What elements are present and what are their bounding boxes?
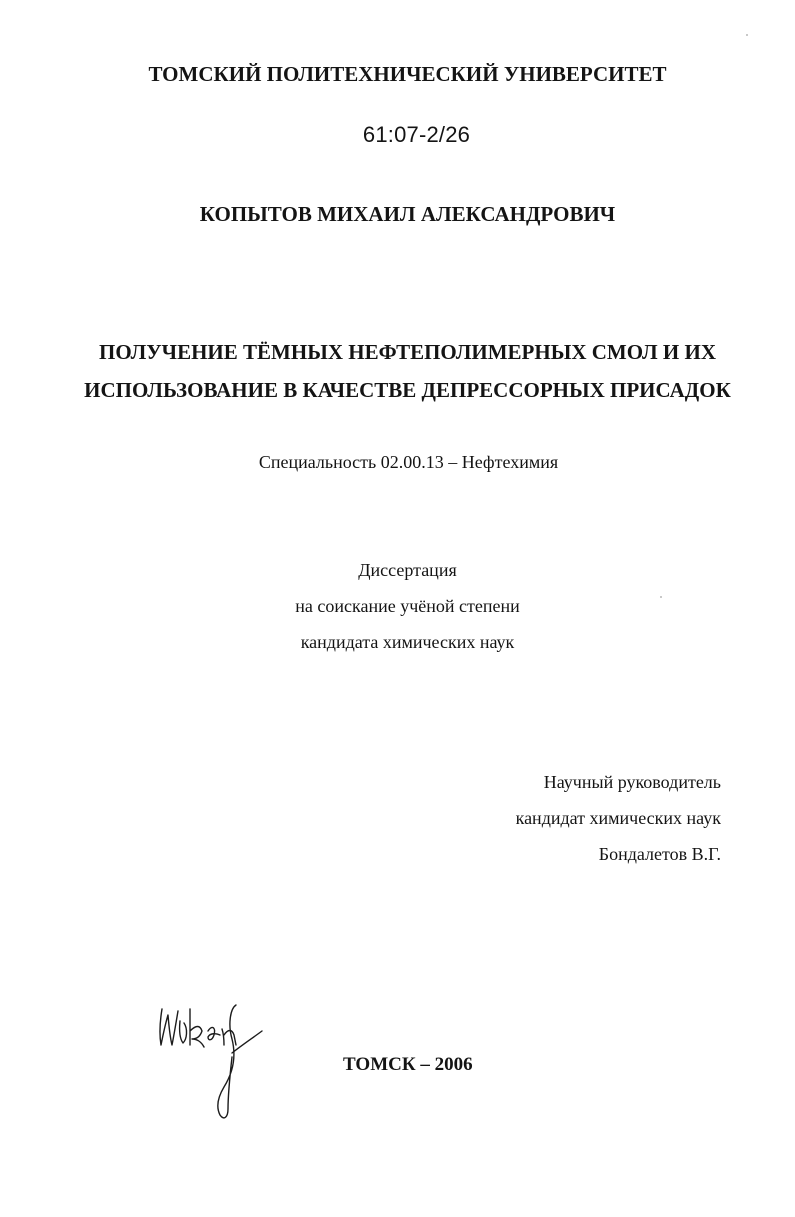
supervisor-name: Бондалетов В.Г.: [598, 844, 721, 864]
degree-name: кандидата химических наук: [300, 632, 515, 652]
author-name: КОПЫТОВ МИХАИЛ АЛЕКСАНДРОВИЧ: [199, 202, 616, 226]
supervisor-role: Научный руководитель: [543, 772, 721, 792]
catalog-code: 61:07-2/26: [362, 122, 471, 147]
handwritten-signature: [150, 995, 270, 1125]
supervisor-degree: кандидат химических наук: [515, 808, 721, 828]
dissertation-label: Диссертация: [358, 560, 457, 580]
city-year: ТОМСК – 2006: [343, 1054, 473, 1075]
thesis-title-line-1: ПОЛУЧЕНИЕ ТЁМНЫХ НЕФТЕПОЛИМЕРНЫХ СМОЛ И ИХ: [99, 340, 716, 364]
specialty: Специальность 02.00.13 – Нефтехимия: [258, 452, 559, 472]
university-name: ТОМСКИЙ ПОЛИТЕХНИЧЕСКИЙ УНИВЕРСИТЕТ: [148, 62, 667, 86]
degree-purpose: на соискание учёной степени: [295, 596, 520, 616]
scan-speck: [660, 596, 662, 598]
scan-speck: [746, 34, 748, 36]
thesis-title-line-2: ИСПОЛЬЗОВАНИЕ В КАЧЕСТВЕ ДЕПРЕССОРНЫХ ПРИСАДОК: [84, 378, 731, 402]
